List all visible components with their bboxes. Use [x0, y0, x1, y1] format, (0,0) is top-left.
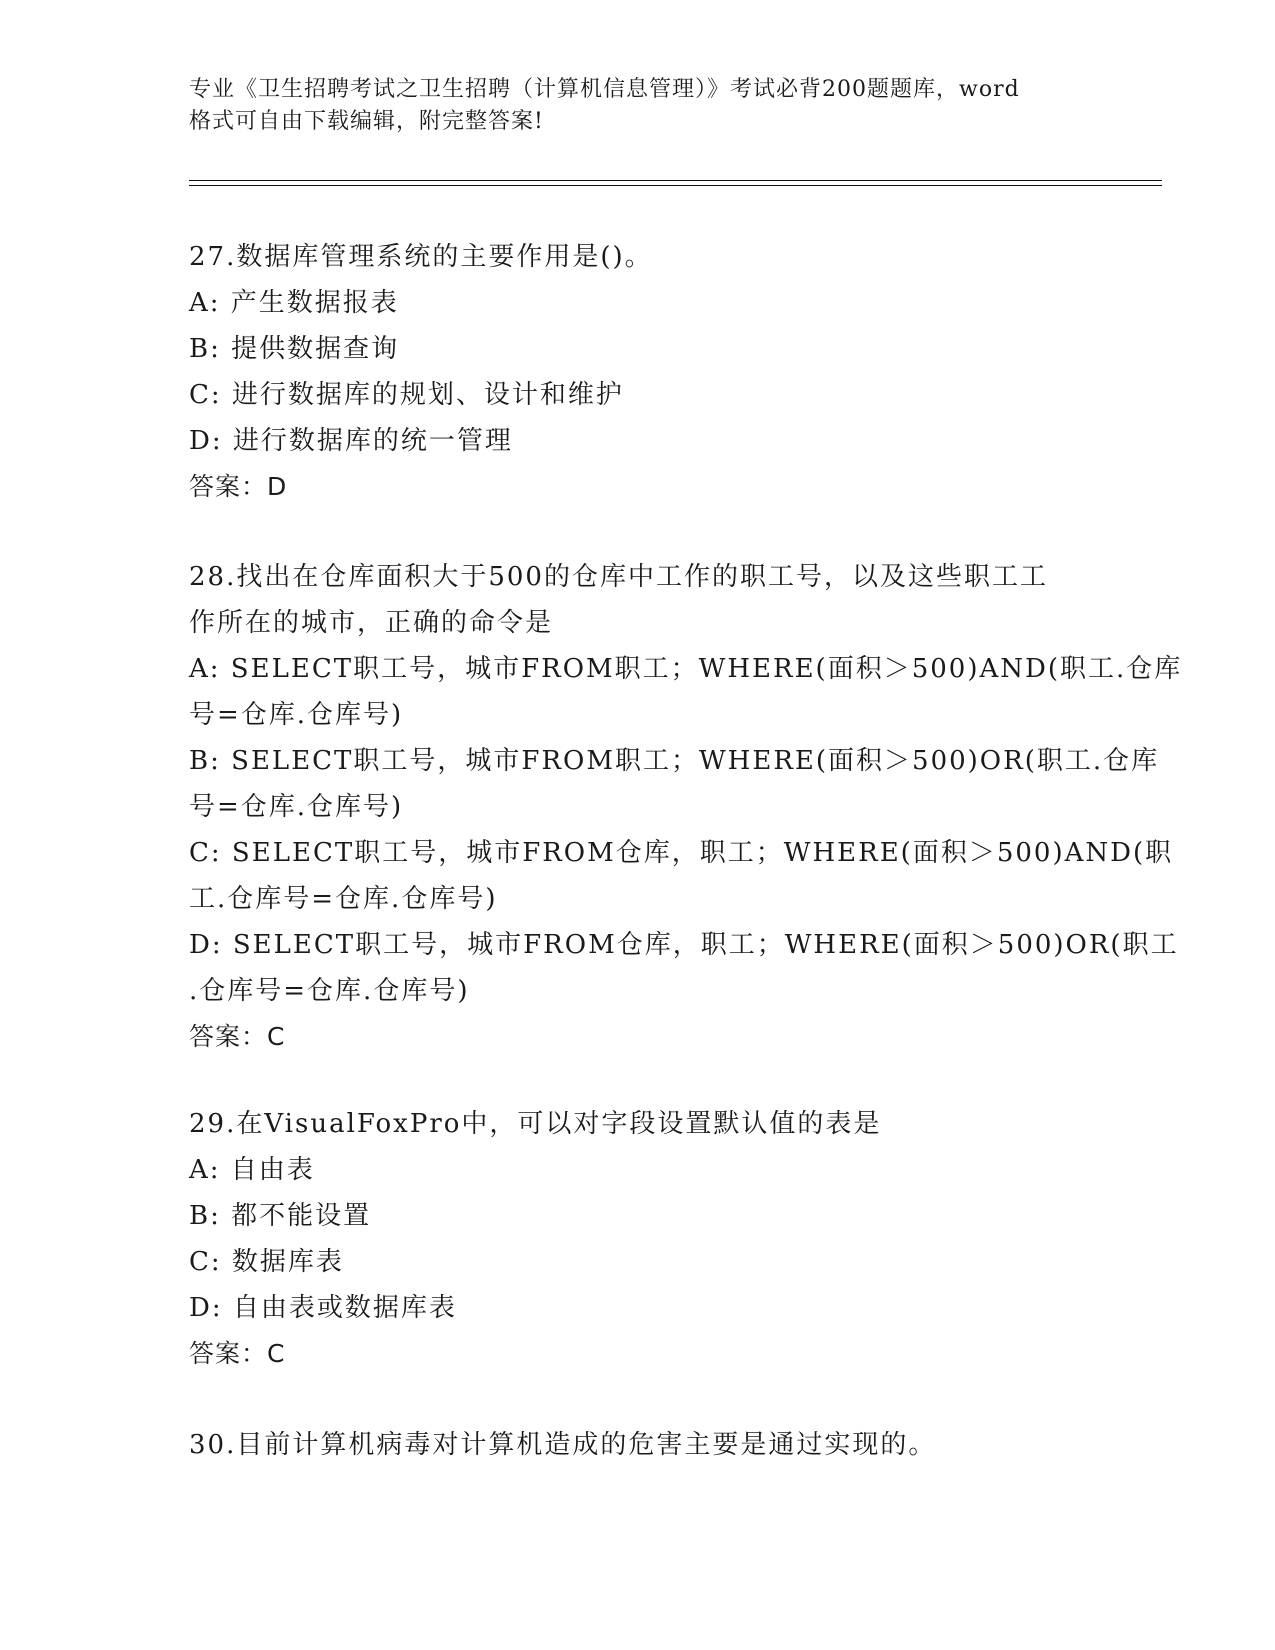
option-a: A: 自由表: [189, 1155, 315, 1185]
option-b: B: 提供数据查询: [189, 334, 400, 364]
option-a: A: 产生数据报表: [189, 288, 399, 318]
question-text: 29.在VisualFoxPro中，可以对字段设置默认值的表是: [189, 1109, 882, 1139]
answer: 答案：C: [189, 1339, 286, 1368]
header-line-1: 专业《卫生招聘考试之卫生招聘（计算机信息管理）》考试必背200题题库，word: [189, 77, 1020, 102]
question-text: 27.数据库管理系统的主要作用是()。: [189, 242, 653, 272]
option-c: C: 进行数据库的规划、设计和维护: [189, 380, 624, 410]
document-header: [189, 74, 1099, 138]
option-a-line-2: 号=仓库.仓库号): [189, 700, 404, 730]
header-divider-top: [189, 180, 1162, 181]
header-line-2: 格式可自由下载编辑，附完整答案!: [189, 109, 544, 134]
option-c: C: 数据库表: [189, 1247, 344, 1277]
question-text: 30.目前计算机病毒对计算机造成的危害主要是通过实现的。: [189, 1430, 937, 1460]
option-c-line-2: 工.仓库号=仓库.仓库号): [189, 884, 498, 914]
option-d: D: 自由表或数据库表: [189, 1293, 457, 1323]
option-d-line-2: .仓库号=仓库.仓库号): [189, 976, 470, 1006]
option-b-line-2: 号=仓库.仓库号): [189, 792, 404, 822]
question-29: [189, 1101, 1089, 1377]
option-b: B: 都不能设置: [189, 1201, 372, 1231]
header-divider-bottom: [189, 185, 1162, 186]
option-a-line-1: A: SELECT职工号，城市FROM职工；WHERE(面积＞500)AND(职工.仓库: [189, 654, 1183, 684]
question-27: [189, 234, 1089, 510]
answer: 答案：D: [189, 472, 288, 501]
option-d-line-1: D: SELECT职工号，城市FROM仓库，职工；WHERE(面积＞500)OR(职工: [189, 930, 1179, 960]
question-30: [189, 1422, 1089, 1468]
answer: 答案：C: [189, 1022, 286, 1051]
option-c-line-1: C: SELECT职工号，城市FROM仓库，职工；WHERE(面积＞500)AND(职: [189, 838, 1174, 868]
question-28: [189, 554, 1183, 1060]
option-b-line-1: B: SELECT职工号，城市FROM职工；WHERE(面积＞500)OR(职工.仓库: [189, 746, 1160, 776]
question-text-line-1: 28.找出在仓库面积大于500的仓库中工作的职工号，以及这些职工工: [189, 562, 1048, 592]
option-d: D: 进行数据库的统一管理: [189, 426, 513, 456]
question-text-line-2: 作所在的城市，正确的命令是: [189, 608, 554, 638]
